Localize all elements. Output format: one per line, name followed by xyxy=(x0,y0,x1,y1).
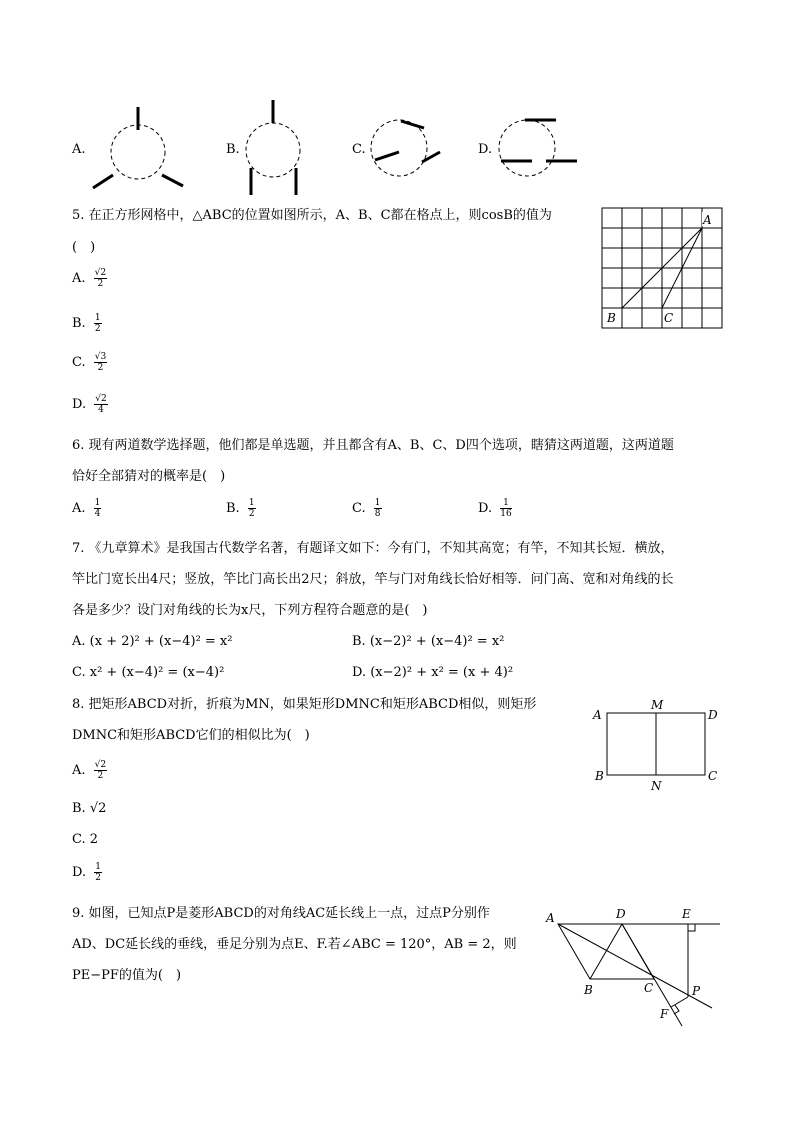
q6-option-b-num: 1 xyxy=(248,498,255,508)
q4-option-d-figure xyxy=(498,114,580,180)
q6-option-c-den: 8 xyxy=(374,509,381,519)
q6-line-1: 6. 现有两道数学选择题，他们都是单选题，并且都含有A、B、C、D四个选项，瞎猜这两道题，这两道题 xyxy=(72,438,674,453)
q6-option-b xyxy=(226,498,256,519)
q5-stem: 5. 在正方形网格中，△ABC的位置如图所示，A、B、C都在格点上，则cosB的值为 xyxy=(72,208,552,223)
q9-line-3: PE−PF的值为( ) xyxy=(72,968,182,983)
q8-option-b: B. √2 xyxy=(72,801,107,816)
q6-line-2: 恰好全部猜对的概率是( ) xyxy=(72,469,226,484)
q6-option-b-den: 2 xyxy=(248,509,255,519)
q7-line-2: 竿比门宽长出4尺；竖放，竿比门高长出2尺；斜放，竿与门对角线长恰好相等．问门高、宽和对角线的长 xyxy=(72,572,674,587)
q5-option-a-den: 2 xyxy=(97,279,104,289)
q6-option-d-den: 16 xyxy=(500,509,512,519)
q4-option-a-label: A. xyxy=(72,142,86,157)
q5-option-c xyxy=(72,352,107,373)
q7-line-1: 7. 《九章算术》是我国古代数学名著，有题译文如下：今有门，不知其高宽；有竿，不知其长短．横放， xyxy=(72,541,674,556)
q5-option-b-den: 2 xyxy=(94,324,101,334)
q9-rhombus-figure xyxy=(540,904,722,1024)
q4-option-a-figure xyxy=(88,100,188,195)
q5-point-c: C xyxy=(664,311,674,325)
q4-option-b-label: B. xyxy=(226,142,240,157)
q8-option-d-den: 2 xyxy=(95,873,101,883)
q8-option-a-den: 2 xyxy=(97,771,104,781)
q8-point-m: M xyxy=(651,698,664,712)
q5-option-a xyxy=(72,268,107,289)
q4-option-c-figure xyxy=(366,112,446,182)
q5-grid-figure xyxy=(602,208,722,330)
q6-option-d-num: 1 xyxy=(500,498,511,509)
q8-line-2: DMNC和矩形ABCD它们的相似比为( ) xyxy=(72,728,310,743)
q8-point-d: D xyxy=(708,708,718,722)
q5-point-b: B xyxy=(607,311,616,325)
q8-option-c: C. 2 xyxy=(72,832,99,847)
q9-point-e: E xyxy=(682,907,691,921)
q8-point-b: B xyxy=(595,769,604,783)
q6-option-b-label: B. xyxy=(226,501,240,516)
q8-option-a-label: A. xyxy=(72,763,86,778)
q5-option-c-label: C. xyxy=(72,355,86,370)
q5-option-d-num: √2 xyxy=(95,394,107,404)
q6-option-a-den: 4 xyxy=(94,509,101,519)
q6-option-a xyxy=(72,498,101,519)
q9-line-2: AD、DC延长线的垂线，垂足分别为点E、F.若∠ABC = 120°，AB = 2，则 xyxy=(72,937,517,952)
q5-option-b xyxy=(72,313,102,334)
q4-option-d-label: D. xyxy=(478,142,493,157)
q9-point-p: P xyxy=(692,984,701,998)
q8-option-a-num: √2 xyxy=(94,760,107,770)
q7-option-d: D. (x−2)² + x² = (x + 4)² xyxy=(352,665,514,680)
q6-option-c xyxy=(352,498,382,519)
q5-option-b-num: 1 xyxy=(94,313,101,323)
q9-point-d: D xyxy=(616,907,626,921)
q7-line-3: 各是多少？设门对角线的长为x尺，下列方程符合题意的是( ) xyxy=(72,603,428,618)
q6-option-c-label: C. xyxy=(352,501,366,516)
q5-option-c-num: √3 xyxy=(94,352,107,362)
q4-option-c-label: C. xyxy=(352,142,366,157)
q5-point-a: A xyxy=(703,213,712,227)
q6-option-d-label: D. xyxy=(478,501,493,516)
q8-point-a: A xyxy=(593,708,602,722)
q7-option-b: B. (x−2)² + (x−4)² = x² xyxy=(352,634,505,649)
q9-line-1: 9. 如图，已知点P是菱形ABCD的对角线AC延长线上一点，过点P分别作 xyxy=(72,906,490,921)
q8-option-d-num: 1 xyxy=(95,862,101,872)
q7-option-c: C. x² + (x−4)² = (x−4)² xyxy=(72,665,225,680)
q5-option-d-den: 4 xyxy=(98,405,104,415)
q6-option-c-num: 1 xyxy=(374,498,381,508)
q8-rectangle-figure xyxy=(590,698,725,794)
q5-option-d-label: D. xyxy=(72,397,87,412)
q8-point-c: C xyxy=(708,769,718,783)
q6-option-d xyxy=(478,498,512,519)
q8-option-d xyxy=(72,862,102,883)
q8-option-a xyxy=(72,760,107,781)
q9-point-c: C xyxy=(644,981,654,995)
q8-option-d-label: D. xyxy=(72,865,87,880)
q9-point-a: A xyxy=(546,911,555,925)
q5-option-d xyxy=(72,394,108,415)
q6-option-a-label: A. xyxy=(72,501,86,516)
q8-point-n: N xyxy=(651,779,662,793)
q7-option-a: A. (x + 2)² + (x−4)² = x² xyxy=(72,634,233,649)
q9-point-f: F xyxy=(660,1007,669,1021)
q4-option-b-figure xyxy=(240,98,310,198)
q5-option-a-num: √2 xyxy=(94,268,107,278)
q5-option-c-den: 2 xyxy=(97,363,104,373)
q5-option-a-label: A. xyxy=(72,271,86,286)
q9-point-b: B xyxy=(584,983,593,997)
q5-option-b-label: B. xyxy=(72,316,86,331)
q8-line-1: 8. 把矩形ABCD对折，折痕为MN，如果矩形DMNC和矩形ABCD相似，则矩形 xyxy=(72,697,537,712)
q5-paren: ( ) xyxy=(72,240,96,255)
q6-option-a-num: 1 xyxy=(94,498,101,508)
